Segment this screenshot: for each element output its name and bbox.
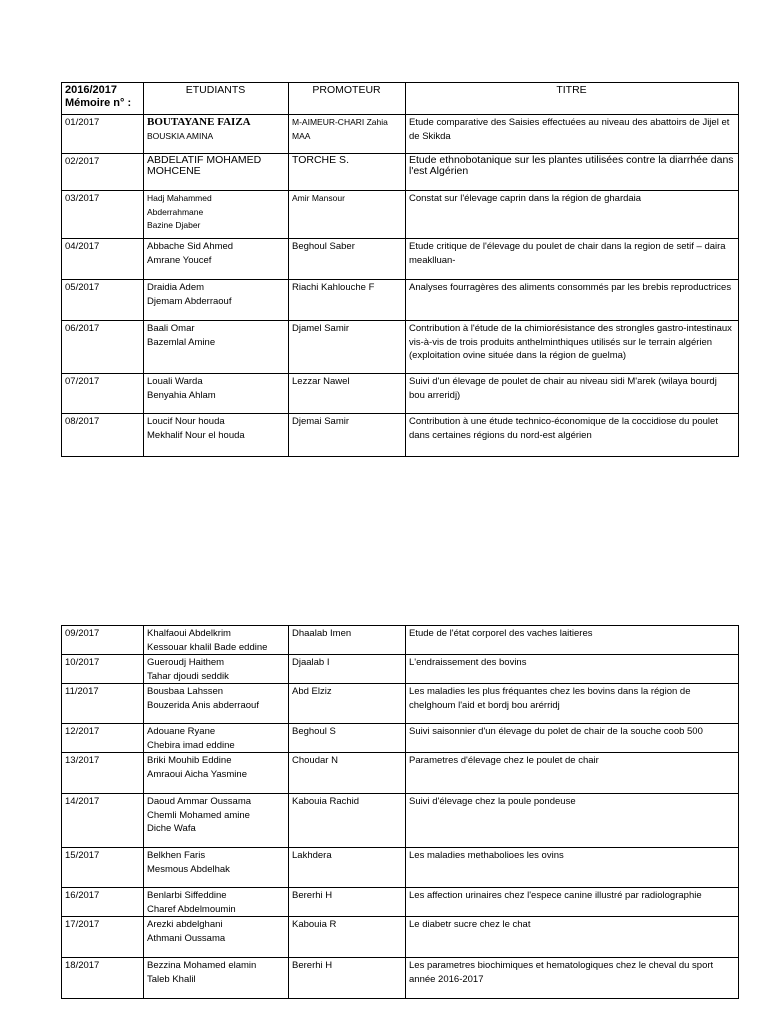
titre-cell: Etude ethnobotanique sur les plantes utilisées contre la diarrhée dans l'est Algérien [406, 154, 739, 191]
students-cell [144, 958, 289, 999]
student-name: Bezzina Mohamed elamin [147, 960, 257, 971]
memoire-table-1 [61, 82, 739, 457]
student-name: BOUTAYANE FAIZA [147, 116, 251, 128]
promoteur-cell: Bererhi H [289, 888, 406, 917]
table-row [62, 374, 739, 414]
header-year: 2016/2017 [65, 84, 117, 96]
students-cell [144, 154, 289, 191]
memoire-number: 09/2017 [62, 626, 144, 655]
table-row [62, 626, 739, 655]
promoteur-cell: Beghoul Saber [289, 239, 406, 280]
titre-cell: Les maladies les plus fréquantes chez les bovins dans la région de chelghoum l'aid et bordj bou arérridj [406, 684, 739, 724]
table-row [62, 321, 739, 374]
titre-cell: Suivi d'un élevage de poulet de chair au niveau sidi M'arek (wilaya bourdj bou arreridj) [406, 374, 739, 414]
student-name: Tahar djoudi seddik [147, 670, 229, 682]
promoteur-cell: TORCHE S. [289, 154, 406, 191]
titre-cell: Les parametres biochimiques et hematologiques chez le cheval du sport année 2016-2017 [406, 958, 739, 999]
memoire-number: 10/2017 [62, 655, 144, 684]
promoteur-cell: Djaalab I [289, 655, 406, 684]
students-cell [144, 684, 289, 724]
student-name: Loucif Nour houda [147, 416, 225, 427]
memoire-number: 16/2017 [62, 888, 144, 917]
table-row [62, 115, 739, 154]
titre-cell: Etude comparative des Saisies effectuées au niveau des abattoirs de Jijel et de Skikda [406, 115, 739, 154]
student-name: Baali Omar [147, 323, 195, 334]
promoteur-cell: Kabouia R [289, 917, 406, 958]
memoire-number: 06/2017 [62, 321, 144, 374]
titre-cell: Etude critique de l'élevage du poulet de chair dans la region de setif – daira meaklluan- [406, 239, 739, 280]
table-row [62, 848, 739, 888]
titre-cell: Contribution à l'étude de la chimiorésistance des strongles gastro-intestinaux vis-à-vis de trois produits anthelminthiques utilisés sur le terrain algérien (exploitation ovine située dans la région de guelma) [406, 321, 739, 374]
titre-cell: L'endraissement des bovins [406, 655, 739, 684]
student-name: ABDELATIF MOHAMED [147, 154, 262, 166]
promoteur-cell: Lakhdera [289, 848, 406, 888]
titre-cell: Parametres d'élevage chez le poulet de chair [406, 753, 739, 794]
student-name: Abderrahmane [147, 206, 204, 217]
titre-cell: Les maladies methabolioes les ovins [406, 848, 739, 888]
promoteur-cell: Beghoul S [289, 724, 406, 753]
header-etudiants: ETUDIANTS [144, 83, 289, 115]
student-name: Djemam Abderraouf [147, 295, 232, 307]
student-name: Amrane Youcef [147, 254, 212, 266]
memoire-number: 04/2017 [62, 239, 144, 280]
student-name: Chebira imad eddine [147, 739, 235, 751]
memoire-number: 03/2017 [62, 191, 144, 239]
titre-cell: Suivi saisonnier d'un élevage du polet de chair de la souche coob 500 [406, 724, 739, 753]
student-name: Bousbaa Lahssen [147, 686, 224, 697]
table-row [62, 794, 739, 848]
table-row [62, 191, 739, 239]
titre-cell: Suivi d'élevage chez la poule pondeuse [406, 794, 739, 848]
student-name: Amraoui Aicha Yasmine [147, 768, 247, 780]
student-name: Khalfaoui Abdelkrim [147, 628, 231, 639]
student-name: Kessouar khalil Bade eddine [147, 641, 268, 653]
student-name: Mekhalif Nour el houda [147, 429, 245, 441]
memoire-number: 13/2017 [62, 753, 144, 794]
student-name: Daoud Ammar Oussama [147, 796, 252, 807]
student-name: Mesmous Abdelhak [147, 863, 230, 875]
student-name: Draidia Adem [147, 282, 205, 293]
table-row [62, 958, 739, 999]
students-cell [144, 794, 289, 848]
titre-cell: Les affection urinaires chez l'espece canine illustré par radiolographie [406, 888, 739, 917]
memoire-number: 14/2017 [62, 794, 144, 848]
student-name: Chemli Mohamed amine [147, 809, 250, 821]
memoire-number: 17/2017 [62, 917, 144, 958]
titre-cell: Le diabetr sucre chez le chat [406, 917, 739, 958]
memoire-number: 08/2017 [62, 414, 144, 457]
students-cell [144, 115, 289, 154]
promoteur-cell: Choudar N [289, 753, 406, 794]
memoire-number: 18/2017 [62, 958, 144, 999]
students-cell [144, 848, 289, 888]
student-name: Bazemlal Amine [147, 336, 216, 348]
header-promoteur: PROMOTEUR [289, 83, 406, 115]
student-name: Abbache Sid Ahmed [147, 241, 234, 252]
students-cell [144, 191, 289, 239]
students-cell [144, 280, 289, 321]
promoteur-cell: Amir Mansour [289, 191, 406, 239]
memoire-number: 15/2017 [62, 848, 144, 888]
students-cell [144, 626, 289, 655]
memoire-table-2 [61, 625, 739, 999]
students-cell [144, 753, 289, 794]
student-name: Gueroudj Haithem [147, 657, 225, 668]
table-row [62, 684, 739, 724]
student-name: Arezki abdelghani [147, 919, 223, 930]
titre-cell: Analyses fourragères des aliments consommés par les brebis reproductrices [406, 280, 739, 321]
student-name: Taleb Khalil [147, 973, 196, 985]
titre-cell: Contribution à une étude technico-économique de la coccidiose du poulet dans certaines régions du nord-est algérien [406, 414, 739, 457]
table-row [62, 724, 739, 753]
promoteur-cell: Kabouia Rachid [289, 794, 406, 848]
promoteur-cell: Bererhi H [289, 958, 406, 999]
table-row [62, 154, 739, 191]
memoire-number: 02/2017 [62, 154, 144, 191]
student-name: Athmani Oussama [147, 932, 226, 944]
student-name: Bazine Djaber [147, 220, 201, 230]
students-cell [144, 239, 289, 280]
table-header-row [62, 83, 739, 115]
student-name: Charef Abdelmoumin [147, 903, 236, 915]
promoteur-cell: Lezzar Nawel [289, 374, 406, 414]
student-name: Benyahia Ahlam [147, 389, 216, 401]
student-name: Briki Mouhib Eddine [147, 755, 232, 766]
memoire-number: 05/2017 [62, 280, 144, 321]
promoteur-cell: M-AIMEUR-CHARI Zahia MAA [289, 115, 406, 154]
memoire-number: 12/2017 [62, 724, 144, 753]
promoteur-cell: Dhaalab Imen [289, 626, 406, 655]
promoteur-cell: Djemai Samir [289, 414, 406, 457]
header-titre: TITRE [406, 83, 739, 115]
memoire-number: 11/2017 [62, 684, 144, 724]
table-row [62, 917, 739, 958]
student-name: Benlarbi Siffeddine [147, 890, 227, 901]
student-name: BOUSKIA AMINA [147, 130, 214, 141]
promoteur-cell: Djamel Samir [289, 321, 406, 374]
header-year-cell [62, 83, 144, 115]
table-row [62, 414, 739, 457]
titre-cell: Etude de l'état corporel des vaches laitieres [406, 626, 739, 655]
student-name: Bouzerida Anis abderraouf [147, 699, 259, 711]
student-name: Adouane Ryane [147, 726, 216, 737]
students-cell [144, 724, 289, 753]
students-cell [144, 917, 289, 958]
table-row [62, 239, 739, 280]
table-row [62, 655, 739, 684]
table-row [62, 753, 739, 794]
memoire-number: 07/2017 [62, 374, 144, 414]
students-cell [144, 374, 289, 414]
promoteur-cell: Abd Elziz [289, 684, 406, 724]
student-name: Belkhen Faris [147, 850, 206, 861]
table-row [62, 280, 739, 321]
students-cell [144, 321, 289, 374]
students-cell [144, 888, 289, 917]
student-name: Diche Wafa [147, 823, 196, 834]
student-name: MOHCENE [147, 165, 201, 177]
table-row [62, 888, 739, 917]
students-cell [144, 655, 289, 684]
student-name: Louali Warda [147, 376, 203, 387]
memoire-number: 01/2017 [62, 115, 144, 154]
header-memoire-number: Mémoire n° : [65, 97, 132, 109]
titre-cell: Constat sur l'élevage caprin dans la région de ghardaia [406, 191, 739, 239]
students-cell [144, 414, 289, 457]
promoteur-cell: Riachi Kahlouche F [289, 280, 406, 321]
student-name: Hadj Mahammed [147, 193, 212, 203]
